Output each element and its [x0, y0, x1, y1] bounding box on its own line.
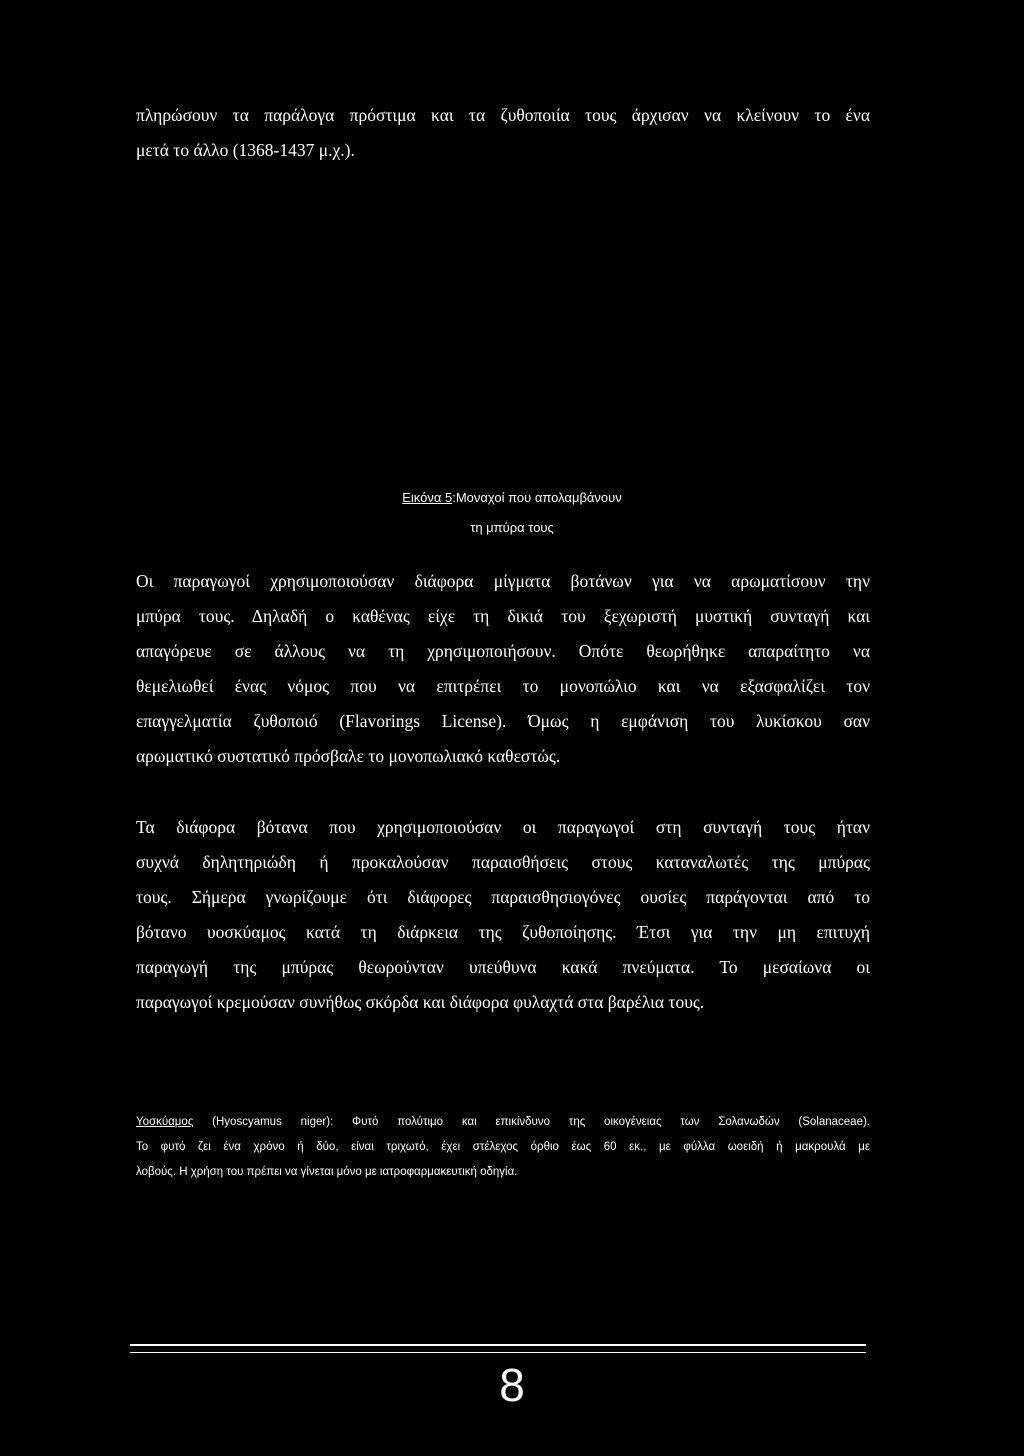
footnote-line: λοβούς. Η χρήση του πρέπει να γίνεται μόνο με ιατροφαρμακευτική οδηγία.: [136, 1166, 518, 1178]
text-line: αρωματικό συστατικό πρόσβαλε το μονοπωλιακό καθεστώς.: [136, 746, 561, 766]
footnote-term: Υοσκύαμος: [136, 1116, 194, 1128]
page-number: 8: [499, 1359, 525, 1411]
figure-caption-line-2: τη μπύρα τους: [470, 520, 554, 535]
footnote-line: Το φυτό ζει ένα χρόνο ή δύο, είναι τριχωτό, έχει στέλεχος όρθιο έως 60 εκ., με φύλλα ωοειδή ή μακρουλά με: [136, 1141, 870, 1153]
footer-rule: [130, 1344, 866, 1346]
body-paragraph-1: [136, 564, 870, 774]
footer-rule-thin: [130, 1352, 866, 1353]
figure-label: Εικόνα 5: [402, 490, 453, 505]
text-line: μπύρα τους. Δηλαδή ο καθένας είχε τη δικιά του ξεχωριστή μυστική συνταγή και: [136, 606, 870, 626]
text-line: παραγωγοί κρεμούσαν συνήθως σκόρδα και διάφορα φυλαχτά στα βαρέλια τους.: [136, 992, 705, 1012]
text-line: βότανο υοσκύαμος κατά τη διάρκεια της ζυθοποίησης. Έτσι για την μη επιτυχή: [136, 922, 870, 942]
figure-caption-line: [0, 483, 1024, 513]
footnote-definition: (Hyoscyamus niger): Φυτό πολύτιμο και επικίνδυνο της οικογένειας των Σολανωδών (Solanaceae).: [193, 1116, 870, 1128]
top-paragraph: [136, 98, 870, 168]
text-line: Οι παραγωγοί χρησιμοποιούσαν διάφορα μίγματα βοτάνων για να αρωματίσουν την: [136, 571, 870, 591]
text-line: παραγωγή της μπύρας θεωρούνταν υπεύθυνα κακά πνεύματα. Το μεσαίωνα οι: [136, 957, 870, 977]
text-line: επαγγελματία ζυθοποιό (Flavorings License). Όμως η εμφάνιση του λυκίσκου σαν: [136, 711, 870, 731]
footnote: [136, 1110, 870, 1185]
text-line: πληρώσουν τα παράλογα πρόστιμα και τα ζυθοποιία τους άρχισαν να κλείνουν το ένα: [136, 105, 870, 125]
text-line: συχνά δηλητηριώδη ή προκαλούσαν παραισθήσεις στους καταναλωτές της μπύρας: [136, 852, 870, 872]
text-line: μετά το άλλο (1368-1437 μ.χ.).: [136, 140, 355, 160]
text-line: θεμελιωθεί ένας νόμος που να επιτρέπει το μονοπώλιο και να εξασφαλίζει τον: [136, 676, 870, 696]
text-line: τους. Σήμερα γνωρίζουμε ότι διάφορες παραισθησιογόνες ουσίες παράγονται από το: [136, 887, 870, 907]
body-paragraph-2: [136, 810, 870, 1020]
footnote-line: [136, 1110, 870, 1135]
text-line: Τα διάφορα βότανα που χρησιμοποιούσαν οι παραγωγοί στη συνταγή τους ήταν: [136, 817, 870, 837]
text-line: απαγόρευε σε άλλους να τη χρησιμοποιήσουν. Οπότε θεωρήθηκε απαραίτητο να: [136, 641, 870, 661]
figure-caption: [0, 483, 1024, 543]
figure-caption-text: :Μοναχοί που απολαμβάνουν: [452, 490, 622, 505]
